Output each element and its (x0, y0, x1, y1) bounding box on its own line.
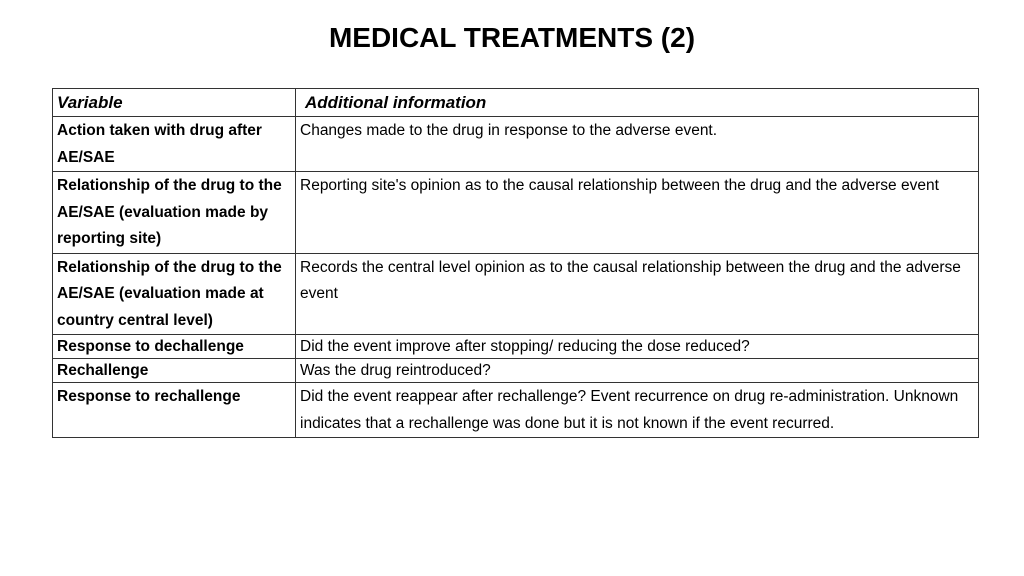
info-cell: Changes made to the drug in response to the adverse event. (296, 117, 979, 172)
table-row (53, 172, 979, 254)
table-row (53, 117, 979, 172)
column-header-info: Additional information (296, 89, 979, 117)
table-row (53, 335, 979, 359)
info-cell: Did the event improve after stopping/ reducing the dose reduced? (296, 335, 979, 359)
variable-cell: Action taken with drug after AE/SAE (53, 117, 296, 172)
info-cell: Records the central level opinion as to the causal relationship between the drug and the adverse event (296, 253, 979, 335)
table-row (53, 359, 979, 383)
table-header-row (53, 89, 979, 117)
column-header-variable: Variable (53, 89, 296, 117)
treatments-table (52, 88, 979, 438)
info-cell: Was the drug reintroduced? (296, 359, 979, 383)
info-cell: Reporting site's opinion as to the causal relationship between the drug and the adverse event (296, 172, 979, 254)
table-row (53, 383, 979, 438)
page-title: MEDICAL TREATMENTS (2) (328, 22, 696, 53)
variable-cell: Response to dechallenge (53, 335, 296, 359)
info-cell: Did the event reappear after rechallenge? Event recurrence on drug re-administration. Unknown indicates that a rechallenge was done but it is not known if the event recurred. (296, 383, 979, 438)
table-row (53, 253, 979, 335)
variable-cell: Relationship of the drug to the AE/SAE (evaluation made by reporting site) (53, 172, 296, 254)
variable-cell: Response to rechallenge (53, 383, 296, 438)
variable-cell: Rechallenge (53, 359, 296, 383)
variable-cell: Relationship of the drug to the AE/SAE (evaluation made at country central level) (53, 253, 296, 335)
